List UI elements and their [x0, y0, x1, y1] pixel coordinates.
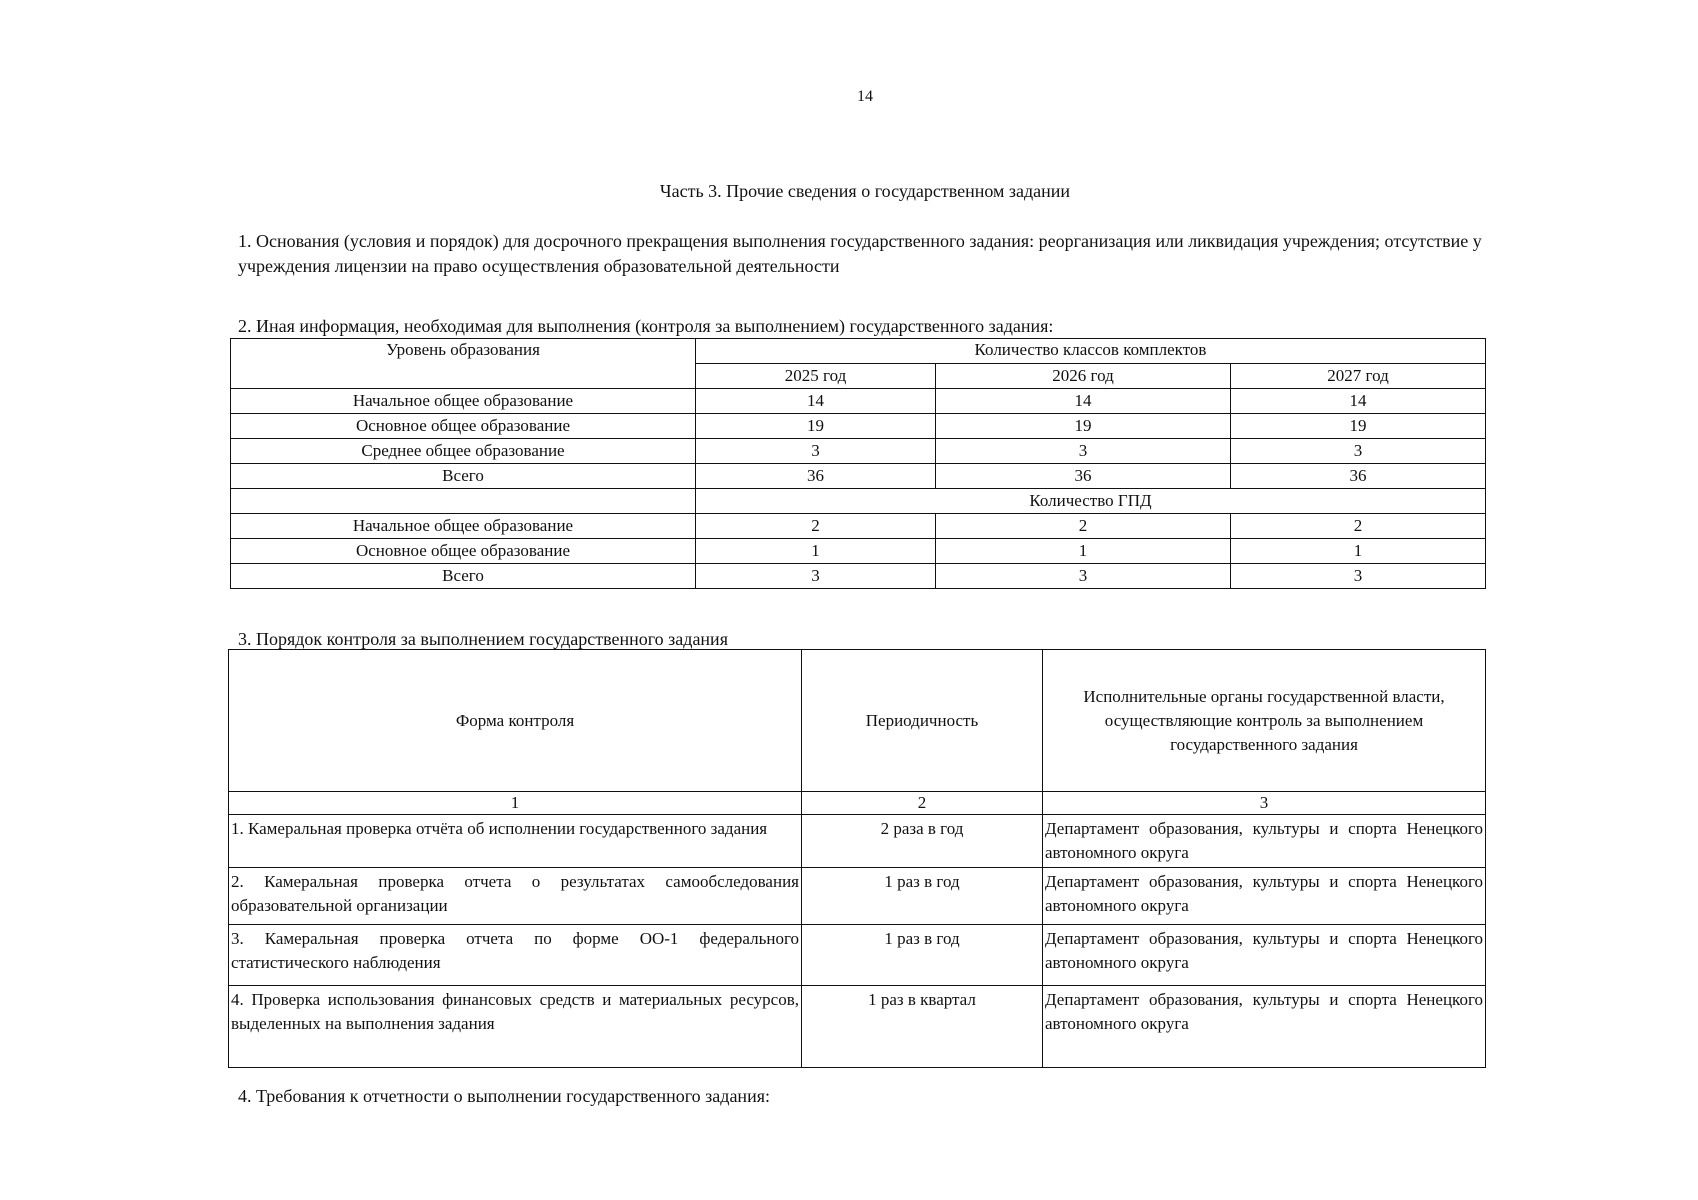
- value-cell: 36: [1231, 464, 1486, 489]
- organ-cell: Департамент образования, культуры и спорта Ненецкого автономного округа: [1043, 815, 1486, 868]
- table-row: [229, 815, 1486, 868]
- table-row: [231, 464, 1486, 489]
- value-cell: 19: [1231, 414, 1486, 439]
- value-cell: 1: [936, 539, 1231, 564]
- level-cell: Основное общее образование: [231, 539, 696, 564]
- value-cell: 14: [936, 389, 1231, 414]
- page-number: 14: [857, 88, 873, 105]
- value-cell: 19: [696, 414, 936, 439]
- period-cell: 1 раз в квартал: [802, 986, 1043, 1068]
- section-4-title: 4. Требования к отчетности о выполнении государственного задания:: [238, 1086, 770, 1106]
- organ-cell: Департамент образования, культуры и спорта Ненецкого автономного округа: [1043, 925, 1486, 986]
- period-header: Периодичность: [802, 650, 1043, 792]
- form-cell: 3. Камеральная проверка отчета по форме ОО-1 федерального статистического наблюдения: [229, 925, 802, 986]
- form-cell: 4. Проверка использования финансовых средств и материальных ресурсов, выделенных на выполнения задания: [229, 986, 802, 1068]
- value-cell: 1: [1231, 539, 1486, 564]
- value-cell: 3: [696, 439, 936, 464]
- value-cell: 3: [1231, 564, 1486, 589]
- classes-table: [230, 338, 1486, 589]
- period-cell: 2 раза в год: [802, 815, 1043, 868]
- column-number: 2: [802, 792, 1043, 815]
- value-cell: 14: [1231, 389, 1486, 414]
- value-cell: 36: [936, 464, 1231, 489]
- section-1-text: 1. Основания (условия и порядок) для досрочного прекращения выполнения государственного задания: реорганизация или ликвидация учреждения; отсутствие у учреждения лицензии на право осуществления образовательной деятельности: [238, 231, 1482, 276]
- level-cell: Начальное общее образование: [231, 514, 696, 539]
- table-row: [231, 439, 1486, 464]
- value-cell: 1: [696, 539, 936, 564]
- gpd-header: Количество ГПД: [696, 489, 1486, 514]
- value-cell: 3: [936, 439, 1231, 464]
- column-number: 3: [1043, 792, 1486, 815]
- level-cell: Всего: [231, 564, 696, 589]
- organ-cell: Департамент образования, культуры и спорта Ненецкого автономного округа: [1043, 868, 1486, 925]
- organ-cell: Департамент образования, культуры и спорта Ненецкого автономного округа: [1043, 986, 1486, 1068]
- form-cell: 1. Камеральная проверка отчёта об исполнении государственного задания: [229, 815, 802, 868]
- value-cell: 19: [936, 414, 1231, 439]
- year-header: 2025 год: [696, 364, 936, 389]
- year-header: 2027 год: [1231, 364, 1486, 389]
- year-header: 2026 год: [936, 364, 1231, 389]
- table-row: [229, 986, 1486, 1068]
- level-cell: Всего: [231, 464, 696, 489]
- value-cell: 3: [936, 564, 1231, 589]
- table-row: [231, 389, 1486, 414]
- section-2-title: 2. Иная информация, необходимая для выполнения (контроля за выполнением) государственного задания:: [238, 316, 1054, 336]
- table-row: [229, 868, 1486, 925]
- part-title: Часть 3. Прочие сведения о государственном задании: [659, 181, 1071, 201]
- period-cell: 1 раз в год: [802, 925, 1043, 986]
- value-cell: 14: [696, 389, 936, 414]
- level-cell: Среднее общее образование: [231, 439, 696, 464]
- form-cell: 2. Камеральная проверка отчета о результатах самообследования образовательной организации: [229, 868, 802, 925]
- empty-cell: [231, 489, 696, 514]
- control-table: [228, 649, 1486, 1068]
- organ-header: Исполнительные органы государственной власти, осуществляющие контроль за выполнением государственного задания: [1043, 650, 1486, 792]
- value-cell: 2: [696, 514, 936, 539]
- value-cell: 3: [696, 564, 936, 589]
- level-cell: Начальное общее образование: [231, 389, 696, 414]
- table-row: [231, 539, 1486, 564]
- period-cell: 1 раз в год: [802, 868, 1043, 925]
- class-count-header: Количество классов комплектов: [696, 339, 1486, 364]
- table-row: [231, 414, 1486, 439]
- value-cell: 2: [1231, 514, 1486, 539]
- level-header: Уровень образования: [231, 339, 696, 389]
- value-cell: 2: [936, 514, 1231, 539]
- value-cell: 3: [1231, 439, 1486, 464]
- form-header: Форма контроля: [229, 650, 802, 792]
- level-cell: Основное общее образование: [231, 414, 696, 439]
- table-row: [231, 564, 1486, 589]
- section-3-title: 3. Порядок контроля за выполнением государственного задания: [238, 629, 728, 649]
- column-number: 1: [229, 792, 802, 815]
- table-row: [229, 925, 1486, 986]
- table-row: [231, 514, 1486, 539]
- value-cell: 36: [696, 464, 936, 489]
